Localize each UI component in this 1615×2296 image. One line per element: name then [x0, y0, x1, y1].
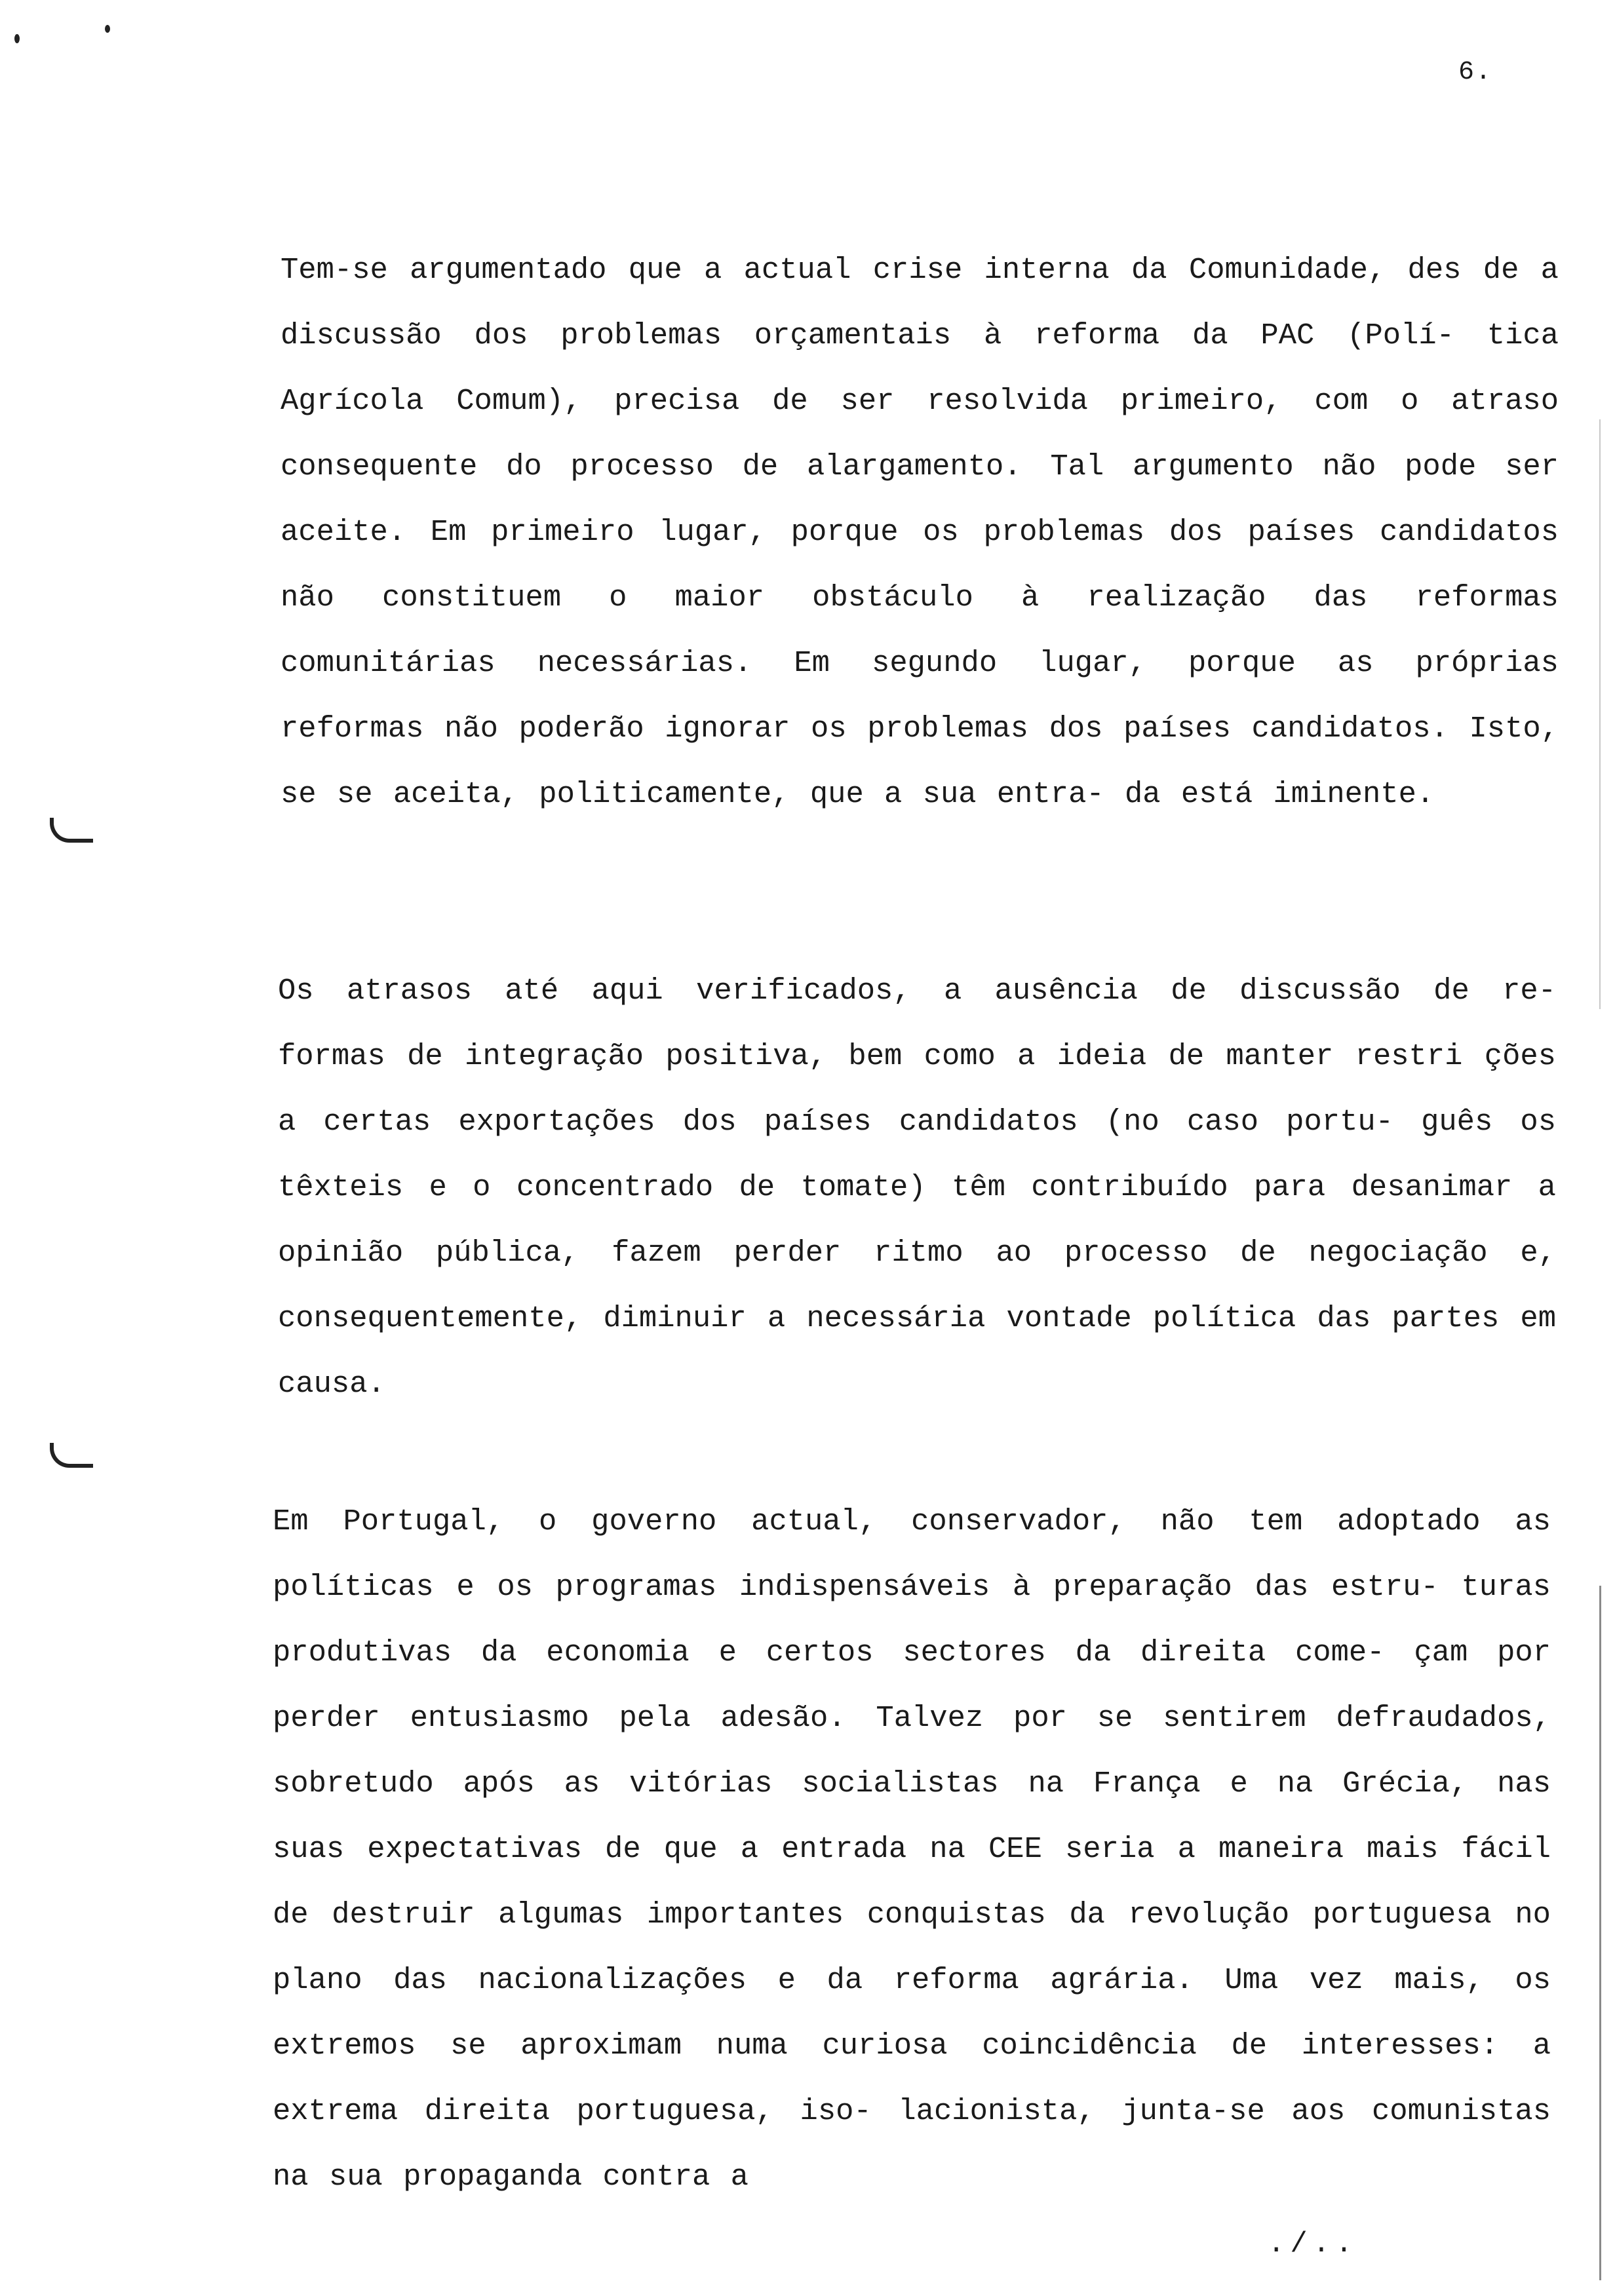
paragraph: Tem-se argumentado que a actual crise interna da Comunidade, des de a discussão dos problemas orçamentais à reforma da PAC (Polí- tica Agrícola Comum), precisa de ser resolvida primeiro, com o atraso consequente do processo de alargamento. Tal argumento não pode ser aceite. Em primeiro lugar, porque os problemas dos países candidatos não constituem o maior obstáculo à realização das reformas comunitárias necessárias. Em segundo lugar, porque as próprias reformas não poderão ignorar os problemas dos países candidatos. Isto, se se aceita, politicamente, que a sua entra- da está iminente.	[281, 253, 1559, 811]
page-number: 6.	[1458, 58, 1493, 87]
paragraph: Em Portugal, o governo actual, conservador, não tem adoptado as políticas e os programas indispensáveis à preparação das estru- turas produtivas da economia e certos sectores da direita come- çam por perder entusiasmo pela adesão. Talvez por se sentirem defraudados, sobretudo após as vitórias socialistas na França e na Grécia, nas suas expectativas de que a entrada na CEE seria a maneira mais fácil de destruir algumas importantes conquistas da revolução portuguesa no plano das nacionalizações e da reforma agrária. Uma vez mais, os extremos se aproximam numa curiosa coincidência de interesses: a extrema direita portuguesa, iso- lacionista, junta-se aos comunistas na sua propaganda contra a	[273, 1504, 1551, 2194]
punch-hole-mark	[50, 1443, 93, 1468]
paragraph: Os atrasos até aqui verificados, a ausência de discussão de re- formas de integração positiva, bem como a ideia de manter restri ções a certas exportações dos países candidatos (no caso portu- guês os têxteis e o concentrado de tomate) têm contribuído para desanimar a opinião pública, fazem perder ritmo ao processo de negociação e, consequentemente, diminuir a necessária vontade política das partes em causa.	[278, 974, 1556, 1401]
scan-speck	[105, 25, 110, 33]
scan-speck	[14, 34, 20, 43]
punch-hole-mark	[50, 818, 93, 843]
continuation-mark: ./..	[1268, 2228, 1358, 2261]
scan-edge-line	[1599, 1586, 1601, 2280]
scan-edge-line	[1599, 419, 1601, 1009]
